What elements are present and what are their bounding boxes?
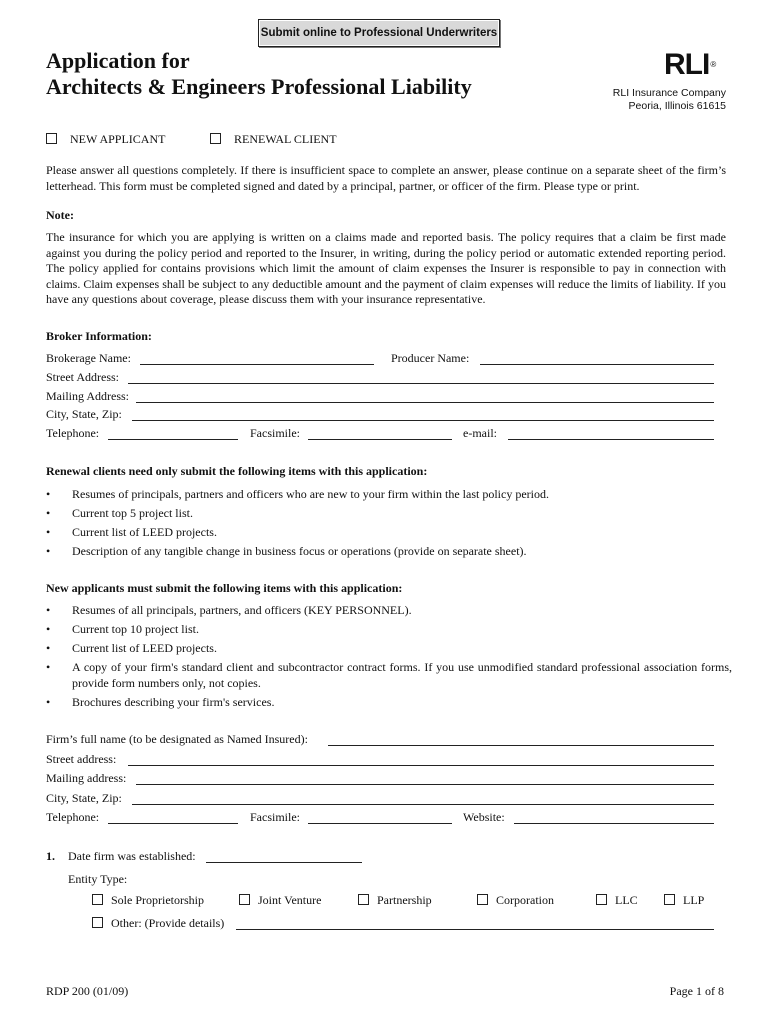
- list-item: • A copy of your firm's standard client and subcontractor contract forms. If you use unmodified standard professional association forms, provide form numbers only, not copies.: [46, 660, 736, 691]
- list-item: • Current list of LEED projects.: [46, 641, 736, 657]
- broker-street-label: Street Address:: [46, 370, 119, 384]
- list-item: • Resumes of principals, partners and officers who are new to your firm within the last policy period.: [46, 487, 736, 503]
- llc-checkbox[interactable]: [596, 894, 607, 905]
- llp-label: LLP: [683, 893, 705, 907]
- title-line-2: Architects & Engineers Professional Liability: [46, 74, 472, 99]
- intro-paragraph: Please answer all questions completely. If there is insufficient space to complete an answer, please continue on a separate sheet of the firm’s letterhead. This form must be completed signed and dated by a principal, partner, or officer of the firm. Please type or print.: [46, 163, 726, 193]
- joint-venture-label: Joint Venture: [258, 893, 322, 907]
- entity-type-label: Entity Type:: [68, 872, 128, 886]
- firm-city-label: City, State, Zip:: [46, 791, 122, 805]
- other-entity-checkbox[interactable]: [92, 917, 103, 928]
- broker-city-field[interactable]: [132, 420, 714, 421]
- registered-mark: ®: [710, 60, 716, 69]
- company-name: RLI Insurance Company: [612, 87, 726, 99]
- note-heading: Note:: [46, 208, 74, 222]
- list-item: • Current top 10 project list.: [46, 622, 736, 638]
- note-paragraph: The insurance for which you are applying is written on a claims made and reported basis. The policy requires that a claim be first made against you during the policy period and reported to the Insurer, in writing, during the policy period or automatic extended reporting period. The policy applied for contains provisions which limit the amount of claim expenses the Insurer is responsible to pay in connection with claims. Claim expenses shall be subject to any deductible amount and the payment of claim expenses will reduce the limits of liability. If you have any questions about coverage, please discuss them with your insurance representative.: [46, 230, 726, 306]
- new-items-list: [46, 603, 736, 714]
- broker-mailing-label: Mailing Address:: [46, 389, 129, 403]
- submit-online-button[interactable]: Submit online to Professional Underwriters: [258, 19, 500, 47]
- new-applicant-label: NEW APPLICANT: [70, 132, 166, 146]
- brokerage-name-field[interactable]: [140, 364, 374, 365]
- firm-website-label: Website:: [463, 810, 505, 824]
- producer-name-label: Producer Name:: [391, 351, 470, 365]
- llc-label: LLC: [615, 893, 638, 907]
- page-title: [46, 48, 472, 100]
- firm-mailing-field[interactable]: [136, 784, 714, 785]
- question-1-number: 1.: [46, 849, 55, 863]
- firm-telephone-field[interactable]: [108, 823, 238, 824]
- date-established-field[interactable]: [206, 862, 362, 863]
- firm-street-field[interactable]: [128, 765, 714, 766]
- broker-facsimile-field[interactable]: [308, 439, 452, 440]
- firm-telephone-label: Telephone:: [46, 810, 100, 824]
- new-applicant-checkbox[interactable]: [46, 133, 57, 144]
- firm-facsimile-field[interactable]: [308, 823, 452, 824]
- renewal-items-heading: Renewal clients need only submit the following items with this application:: [46, 464, 428, 478]
- firm-name-field[interactable]: [328, 745, 714, 746]
- list-item: • Resumes of all principals, partners, and officers (KEY PERSONNEL).: [46, 603, 736, 619]
- other-entity-label: Other: (Provide details): [111, 916, 225, 930]
- date-established-label: Date firm was established:: [68, 849, 196, 863]
- broker-telephone-field[interactable]: [108, 439, 238, 440]
- firm-facsimile-label: Facsimile:: [250, 810, 300, 824]
- broker-mailing-field[interactable]: [136, 402, 714, 403]
- new-items-heading: New applicants must submit the following items with this application:: [46, 581, 403, 595]
- partnership-checkbox[interactable]: [358, 894, 369, 905]
- title-line-1: Application for: [46, 48, 190, 73]
- rli-logo: [664, 50, 715, 80]
- broker-email-field[interactable]: [508, 439, 714, 440]
- broker-facsimile-label: Facsimile:: [250, 426, 300, 440]
- firm-name-label: Firm’s full name (to be designated as Named Insured):: [46, 732, 308, 746]
- brokerage-name-label: Brokerage Name:: [46, 351, 131, 365]
- logo-text: RLI: [664, 48, 710, 81]
- sole-proprietorship-label: Sole Proprietorship: [111, 893, 204, 907]
- list-item: • Current list of LEED projects.: [46, 525, 736, 541]
- company-city: Peoria, Illinois 61615: [628, 100, 726, 112]
- corporation-checkbox[interactable]: [477, 894, 488, 905]
- firm-mailing-label: Mailing address:: [46, 771, 127, 785]
- list-item: • Current top 5 project list.: [46, 506, 736, 522]
- firm-website-field[interactable]: [514, 823, 714, 824]
- renewal-client-label: RENEWAL CLIENT: [234, 132, 337, 146]
- renewal-items-list: [46, 487, 736, 563]
- renewal-client-checkbox[interactable]: [210, 133, 221, 144]
- form-number: RDP 200 (01/09): [46, 984, 129, 998]
- broker-city-label: City, State, Zip:: [46, 407, 122, 421]
- partnership-label: Partnership: [377, 893, 432, 907]
- llp-checkbox[interactable]: [664, 894, 675, 905]
- sole-proprietorship-checkbox[interactable]: [92, 894, 103, 905]
- page-number: Page 1 of 8: [669, 984, 724, 998]
- list-item: • Brochures describing your firm's services.: [46, 695, 736, 711]
- company-address: [613, 87, 726, 113]
- firm-city-field[interactable]: [132, 804, 714, 805]
- broker-street-field[interactable]: [128, 383, 714, 384]
- other-entity-details-field[interactable]: [236, 929, 714, 930]
- joint-venture-checkbox[interactable]: [239, 894, 250, 905]
- broker-heading: Broker Information:: [46, 329, 152, 343]
- producer-name-field[interactable]: [480, 364, 714, 365]
- firm-street-label: Street address:: [46, 752, 117, 766]
- list-item: • Description of any tangible change in business focus or operations (provide on separate sheet).: [46, 544, 736, 560]
- broker-telephone-label: Telephone:: [46, 426, 100, 440]
- broker-email-label: e-mail:: [463, 426, 497, 440]
- corporation-label: Corporation: [496, 893, 554, 907]
